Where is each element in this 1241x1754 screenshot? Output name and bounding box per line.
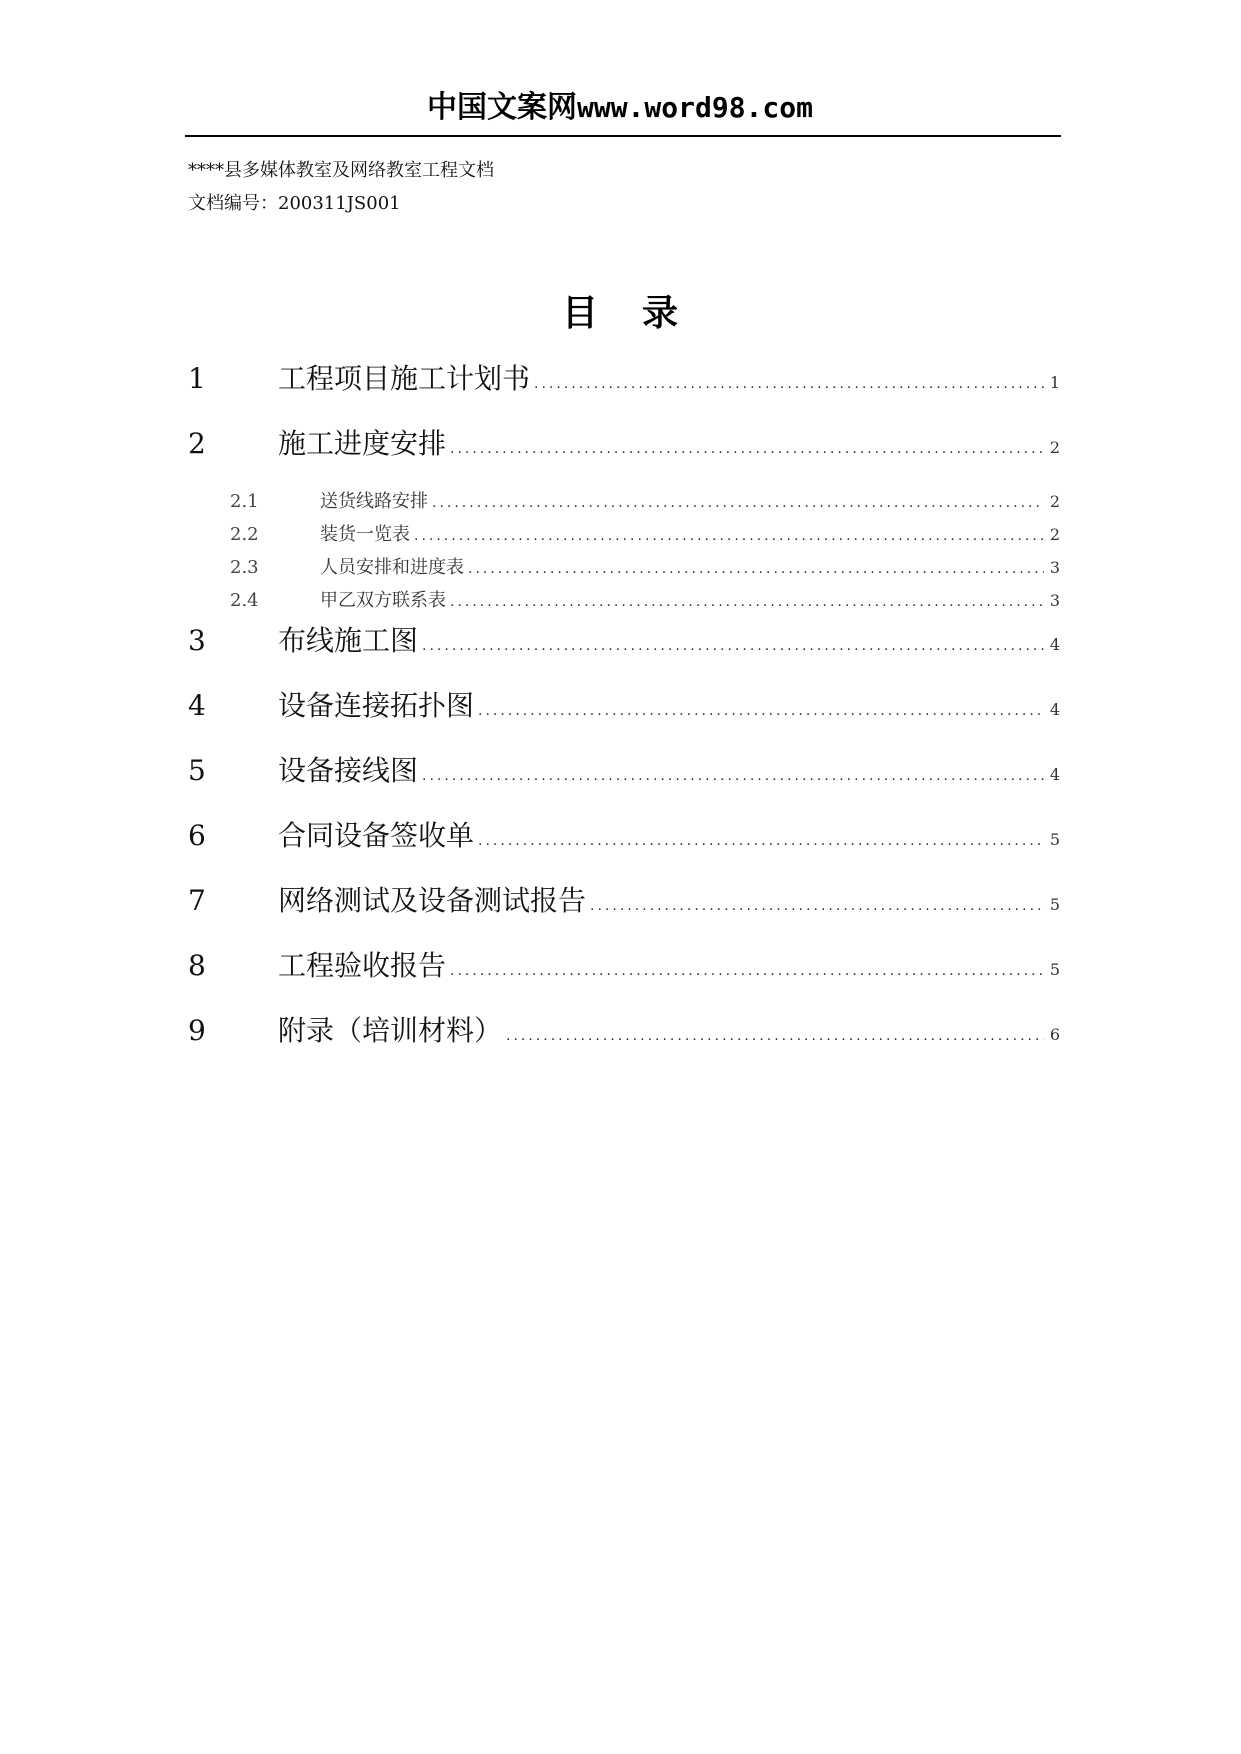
toc-entry-label[interactable]: 附录（培训材料） (278, 1014, 503, 1047)
toc-entry-page-number: 3 (1049, 591, 1060, 610)
toc-entry-page-number: 2 (1049, 438, 1060, 457)
toc-entry-number: 2.4 (230, 590, 259, 611)
toc-dot-leader (450, 594, 1044, 610)
site-url[interactable]: www.word98.com (576, 91, 813, 124)
toc-entry[interactable] (188, 879, 1060, 944)
toc-dot-leader (534, 376, 1044, 392)
toc-entry-label[interactable]: 布线施工图 (278, 624, 419, 657)
toc-entry[interactable] (188, 357, 1060, 422)
toc-entry-label[interactable]: 工程项目施工计划书 (278, 362, 531, 395)
toc-entry-page-number: 2 (1049, 525, 1060, 544)
project-title: ****县多媒体教室及网络教室工程文档 (188, 160, 494, 181)
toc-entry-page-number: 1 (1049, 373, 1060, 392)
toc-entry-label[interactable]: 装货一览表 (320, 524, 410, 545)
toc-entry-number: 2.3 (230, 557, 259, 578)
toc-entry-page-number: 5 (1049, 830, 1060, 849)
toc-entry-page-number: 5 (1049, 895, 1060, 914)
toc-entry-label[interactable]: 设备接线图 (278, 754, 419, 787)
toc-dot-leader (450, 441, 1044, 457)
document-number: 文档编号：200311JS001 (188, 193, 401, 214)
toc-entry-page-number: 4 (1049, 765, 1060, 784)
toc-entry[interactable] (188, 520, 1060, 553)
toc-entry-label[interactable]: 工程验收报告 (278, 949, 447, 982)
toc-entry-number: 6 (188, 819, 206, 852)
toc-dot-leader (468, 561, 1044, 577)
toc-entry-label[interactable]: 甲乙双方联系表 (320, 590, 446, 611)
toc-dot-leader (478, 703, 1044, 719)
toc-entry-number: 2.2 (230, 524, 259, 545)
toc-dot-leader (432, 495, 1044, 511)
toc-entry[interactable] (188, 814, 1060, 879)
toc-entry-label[interactable]: 人员安排和进度表 (320, 557, 464, 578)
toc-entry[interactable] (188, 944, 1060, 1009)
header-divider (185, 135, 1061, 137)
toc-dot-leader (478, 833, 1044, 849)
toc-dot-leader (414, 528, 1044, 544)
toc-entry-page-number: 2 (1049, 492, 1060, 511)
toc-entry-number: 7 (188, 884, 206, 917)
toc-entry[interactable] (188, 487, 1060, 520)
toc-entry-number: 8 (188, 949, 206, 982)
toc-entry-page-number: 3 (1049, 558, 1060, 577)
toc-entry-number: 1 (188, 362, 206, 395)
toc-dot-leader (590, 898, 1044, 914)
toc-entry-page-number: 4 (1049, 635, 1060, 654)
toc-entry[interactable] (188, 684, 1060, 749)
toc-entry-label[interactable]: 施工进度安排 (278, 427, 447, 460)
toc-entry-number: 5 (188, 754, 206, 787)
toc-dot-leader (450, 963, 1044, 979)
toc-entry-label[interactable]: 送货线路安排 (320, 491, 428, 512)
toc-dot-leader (506, 1028, 1044, 1044)
toc-entry-number: 2.1 (230, 491, 259, 512)
site-name: 中国文案网 (426, 90, 577, 125)
toc-entry-number: 9 (188, 1014, 206, 1047)
table-of-contents (188, 357, 1060, 1074)
toc-entry-number: 4 (188, 689, 206, 722)
toc-entry-label[interactable]: 网络测试及设备测试报告 (278, 884, 587, 917)
toc-entry-number: 2 (188, 427, 206, 460)
toc-entry[interactable] (188, 422, 1060, 487)
toc-entry-label[interactable]: 合同设备签收单 (278, 819, 475, 852)
toc-entry-number: 3 (188, 624, 206, 657)
toc-dot-leader (422, 768, 1044, 784)
toc-title: 目录 (561, 293, 722, 334)
toc-entry[interactable] (188, 619, 1060, 684)
toc-entry[interactable] (188, 553, 1060, 586)
toc-entry-page-number: 5 (1049, 960, 1060, 979)
site-header (185, 88, 1055, 128)
toc-entry[interactable] (188, 586, 1060, 619)
toc-dot-leader (422, 638, 1044, 654)
toc-entry-label[interactable]: 设备连接拓扑图 (278, 689, 475, 722)
toc-entry[interactable] (188, 1009, 1060, 1074)
document-meta (188, 154, 494, 220)
toc-entry-page-number: 4 (1049, 700, 1060, 719)
toc-entry-page-number: 6 (1049, 1025, 1060, 1044)
toc-entry[interactable] (188, 749, 1060, 814)
